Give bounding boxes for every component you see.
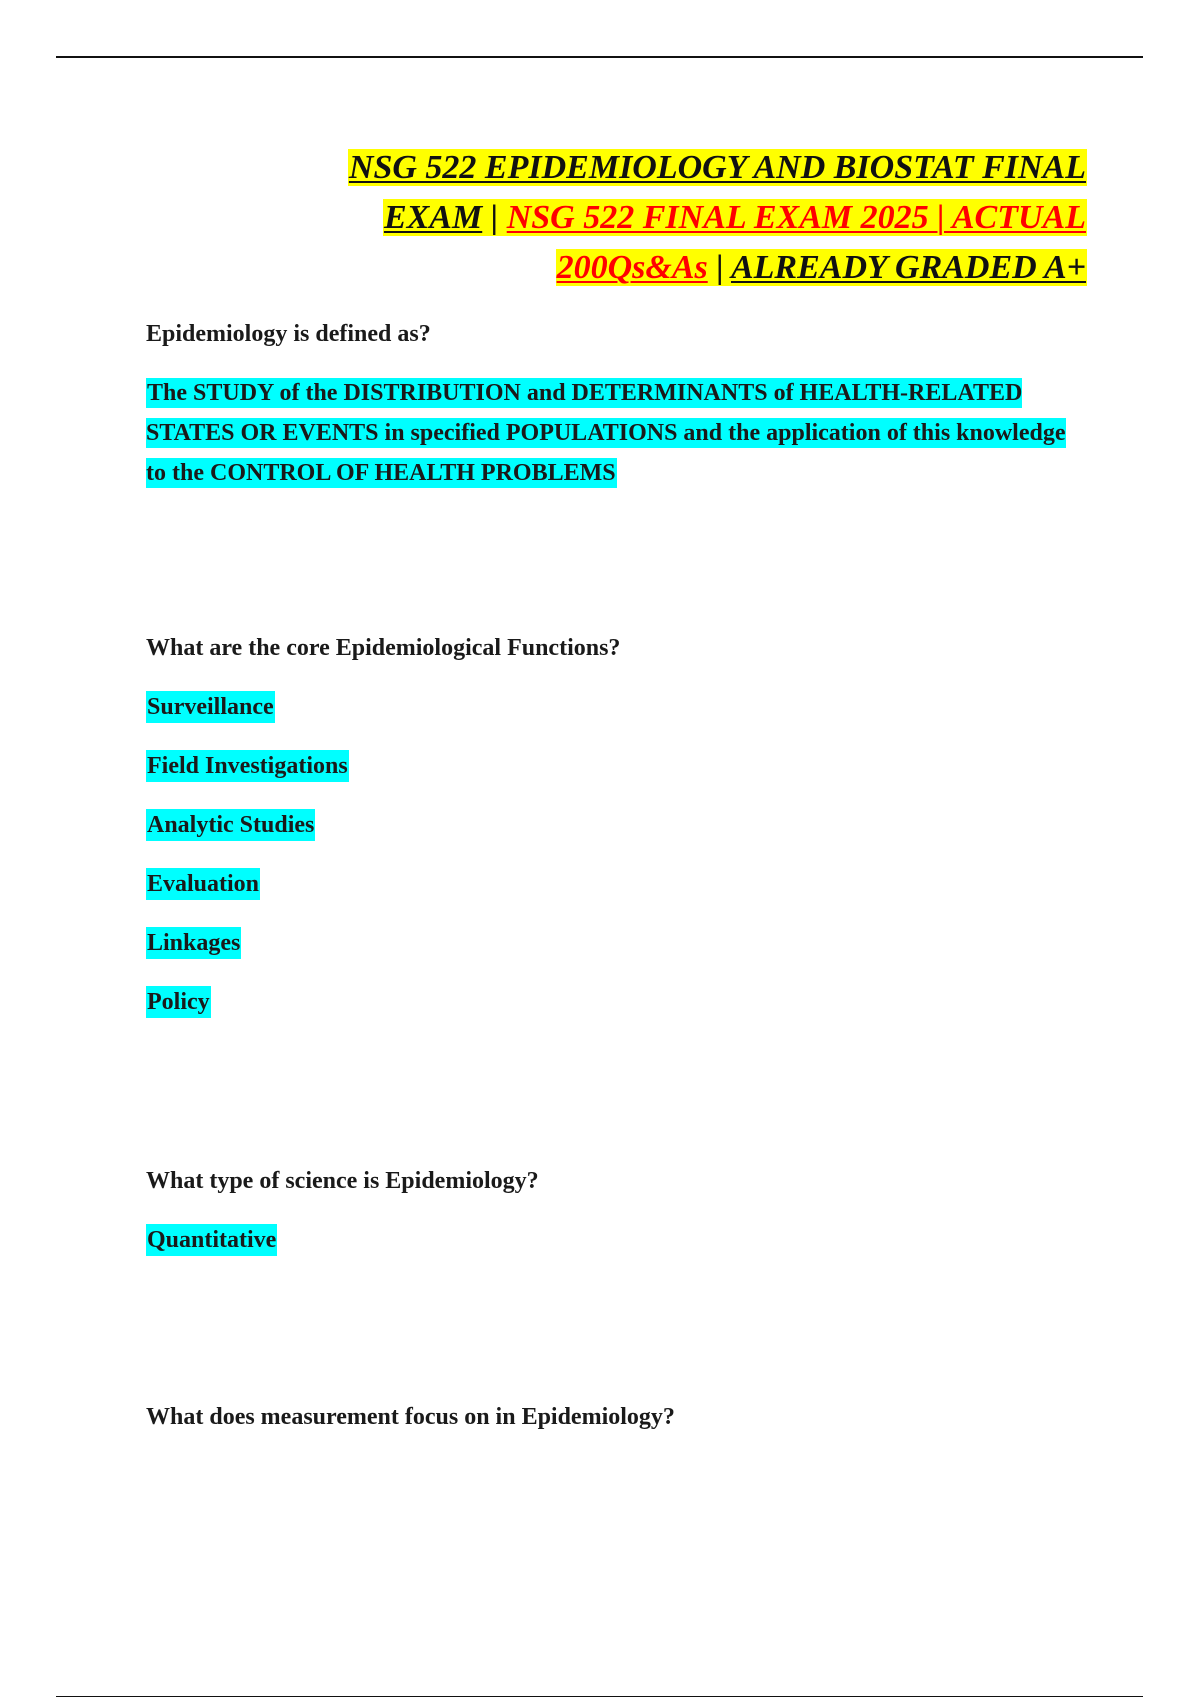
question-1: Epidemiology is defined as?	[146, 321, 431, 347]
answer-2-item-3: Analytic Studies	[146, 809, 315, 841]
answer-1-definition	[146, 373, 1066, 493]
title-separator: |	[482, 199, 507, 236]
title-line-3	[147, 243, 1087, 293]
top-rule	[56, 56, 1143, 58]
answer-1-text: The STUDY of the DISTRIBUTION and DETERMINANTS of HEALTH-RELATED STATES OR EVENTS in specified POPULATIONS and the application of this knowledge to the CONTROL OF HEALTH PROBLEMS	[146, 380, 1066, 486]
bottom-rule	[56, 1696, 1143, 1697]
title-separator-2: |	[707, 249, 731, 286]
answer-2-item-2: Field Investigations	[146, 750, 349, 782]
question-4: What does measurement focus on in Epidemiology?	[146, 1404, 675, 1430]
title-red-text: NSG 522 FINAL EXAM 2025 | ACTUAL	[506, 199, 1086, 236]
answer-2-item	[146, 868, 260, 900]
title-graded-text: ALREADY GRADED A+	[730, 249, 1086, 286]
title-line-1-text: NSG 522 EPIDEMIOLOGY AND BIOSTAT FINAL	[348, 149, 1086, 186]
answer-2-item	[146, 750, 349, 782]
document-title	[147, 143, 1087, 293]
answer-2-item	[146, 986, 211, 1018]
title-line-1	[147, 143, 1087, 193]
answer-2-item-1: Surveillance	[146, 691, 275, 723]
title-qa-count: 200Qs&As	[556, 249, 708, 286]
question-2: What are the core Epidemiological Functions?	[146, 635, 621, 661]
answer-2-item-6: Policy	[146, 986, 211, 1018]
answer-2-item	[146, 927, 241, 959]
answer-2-item	[146, 809, 315, 841]
title-line-2	[147, 193, 1087, 243]
title-exam-text: EXAM	[383, 199, 483, 236]
answer-2-item-5: Linkages	[146, 927, 241, 959]
question-3: What type of science is Epidemiology?	[146, 1168, 539, 1194]
answer-2-item-4: Evaluation	[146, 868, 260, 900]
answer-3-item	[146, 1224, 277, 1256]
answer-3-item-1: Quantitative	[146, 1224, 277, 1256]
answer-2-item	[146, 691, 275, 723]
